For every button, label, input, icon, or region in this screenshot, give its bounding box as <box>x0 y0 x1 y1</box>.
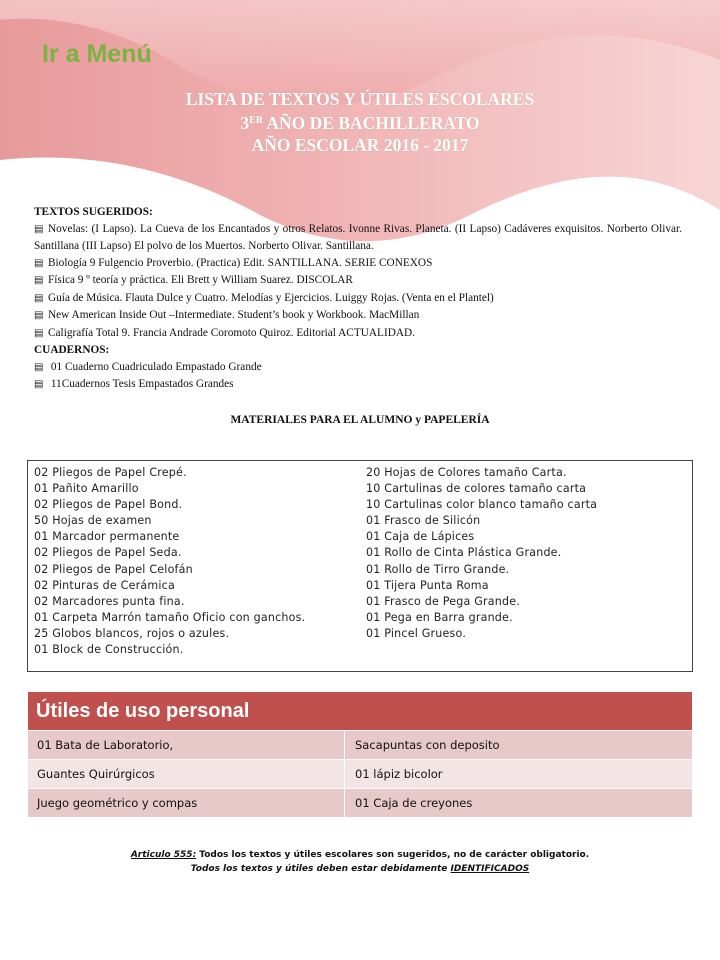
material-item: 02 Pinturas de Cerámica <box>34 578 175 592</box>
textos-item-text: Guía de Música. Flauta Dulce y Cuatro. Melodías y Ejercicios. Luiggy Rojas. (Venta en el Plantel) <box>48 291 494 304</box>
title-grade-number: 3 <box>240 113 250 133</box>
personal-items-table <box>28 692 692 817</box>
materials-box <box>27 460 693 672</box>
textos-item <box>34 221 682 255</box>
material-item: 25 Globos blancos, rojos o azules. <box>34 626 230 640</box>
article-text: Todos los textos y útiles escolares son sugeridos, no de carácter obligatorio. <box>196 850 590 860</box>
personal-items-title: Útiles de uso personal <box>28 692 692 730</box>
textos-item-text: New American Inside Out –Intermediate. Student’s book y Workbook. MacMillan <box>48 309 420 321</box>
material-item: 01 Caja de Lápices <box>366 530 475 544</box>
article-line-1 <box>0 848 720 862</box>
material-item: 10 Cartulinas de colores tamaño carta <box>366 482 587 496</box>
book-icon: ▤ <box>34 361 44 373</box>
table-row <box>28 788 692 817</box>
material-item: 10 Cartulinas color blanco tamaño carta <box>366 498 598 512</box>
material-item: 01 Frasco de Pega Grande. <box>366 594 521 608</box>
textos-item-text: Física 9 º teoría y práctica. Eli Brett y William Suarez. DISCOLAR <box>48 274 353 286</box>
material-item: 01 Frasco de Silicón <box>366 514 481 528</box>
material-item: 01 Marcador permanente <box>34 530 180 544</box>
textos-item <box>34 307 682 325</box>
title-grade-sup: ER <box>249 115 263 126</box>
cuadernos-item <box>34 376 682 394</box>
textos-item-text: Novelas: (I Lapso). La Cueva de los Encantados y otros Relatos. Ivonne Rivas. Planeta. (II Lapso) Cadáveres exquisitos. Norberto Olivar. Santillana (III Lapso) El polvo de los Muertos. Norberto Olivar. Santillana. <box>34 222 682 252</box>
material-item: 50 Hojas de examen <box>34 514 152 528</box>
material-item: 01 Pincel Grueso. <box>366 626 467 640</box>
textos-heading: TEXTOS SUGERIDOS: <box>34 206 153 218</box>
table-cell: Juego geométrico y compas <box>37 796 198 810</box>
materials-right-column <box>366 465 597 642</box>
material-item: 01 Pega en Barra grande. <box>366 610 513 624</box>
material-item: 02 Pliegos de Papel Seda. <box>34 546 182 560</box>
cuadernos-heading: CUADERNOS: <box>34 344 110 356</box>
material-item: 02 Pliegos de Papel Crepé. <box>34 466 187 479</box>
cuadernos-item-text: 11Cuadernos Tesis Empastados Grandes <box>48 378 234 390</box>
article-label: Articulo 555: <box>130 850 197 860</box>
book-icon: ▤ <box>34 379 44 390</box>
table-row <box>28 759 692 788</box>
title-grade-rest: AÑO DE BACHILLERATO <box>262 113 480 133</box>
article-text-2: Todos los textos y útiles deben estar debidamente <box>190 864 451 874</box>
table-cell: 01 Bata de Laboratorio, <box>37 738 174 752</box>
article-line-2 <box>0 862 720 876</box>
book-icon: ▤ <box>34 275 44 286</box>
material-item: 01 Tijera Punta Roma <box>366 578 489 592</box>
textos-item <box>34 290 682 308</box>
page-title <box>60 88 660 156</box>
table-row <box>28 730 692 759</box>
textos-item <box>34 325 682 343</box>
book-icon: ▤ <box>34 292 44 304</box>
table-cell: Guantes Quirúrgicos <box>37 767 155 781</box>
material-item: 01 Rollo de Cinta Plástica Grande. <box>366 546 562 560</box>
textos-section <box>34 204 682 394</box>
material-item: 01 Block de Construcción. <box>34 643 184 657</box>
material-item: 20 Hojas de Colores tamaño Carta. <box>366 466 567 479</box>
textos-item-text: Caligrafía Total 9. Francia Andrade Coromoto Quiroz. Editorial ACTUALIDAD. <box>48 326 416 339</box>
cuadernos-item <box>34 359 682 377</box>
article-emphasis: IDENTIFICADOS <box>450 864 530 874</box>
personal-items-body <box>28 730 692 817</box>
material-item: 01 Rollo de Tirro Grande. <box>366 562 510 576</box>
book-icon: ▤ <box>34 327 44 339</box>
material-item: 01 Pañito Amarillo <box>34 482 139 496</box>
menu-link[interactable]: Ir a Menú <box>42 40 152 68</box>
table-cell: 01 Caja de creyones <box>344 789 692 817</box>
table-cell: 01 lápiz bicolor <box>344 760 692 788</box>
materials-title: MATERIALES PARA EL ALUMNO y PAPELERÍA <box>230 414 490 426</box>
material-item: 02 Pliegos de Papel Bond. <box>34 498 183 512</box>
textos-item-text: Biología 9 Fulgencio Proverbio. (Practica) Edit. SANTILLANA. SERIE CONEXOS <box>48 256 433 269</box>
material-item: 02 Marcadores punta fina. <box>34 594 185 608</box>
table-cell: Sacapuntas con deposito <box>344 731 692 759</box>
textos-item <box>34 255 682 273</box>
book-icon: ▤ <box>34 257 44 269</box>
materials-left-column <box>34 465 305 658</box>
article-note <box>0 848 720 876</box>
cuadernos-item-text: 01 Cuaderno Cuadriculado Empastado Grande <box>48 360 262 373</box>
book-icon: ▤ <box>34 310 44 321</box>
book-icon: ▤ <box>34 223 44 235</box>
material-item: 01 Carpeta Marrón tamaño Oficio con ganchos. <box>34 610 306 624</box>
title-line-3: AÑO ESCOLAR 2016 - 2017 <box>251 135 469 155</box>
title-line-2 <box>60 110 660 134</box>
material-item: 02 Pliegos de Papel Celofán <box>34 562 193 576</box>
title-line-1: LISTA DE TEXTOS Y ÚTILES ESCOLARES <box>185 89 535 109</box>
textos-item <box>34 272 682 290</box>
